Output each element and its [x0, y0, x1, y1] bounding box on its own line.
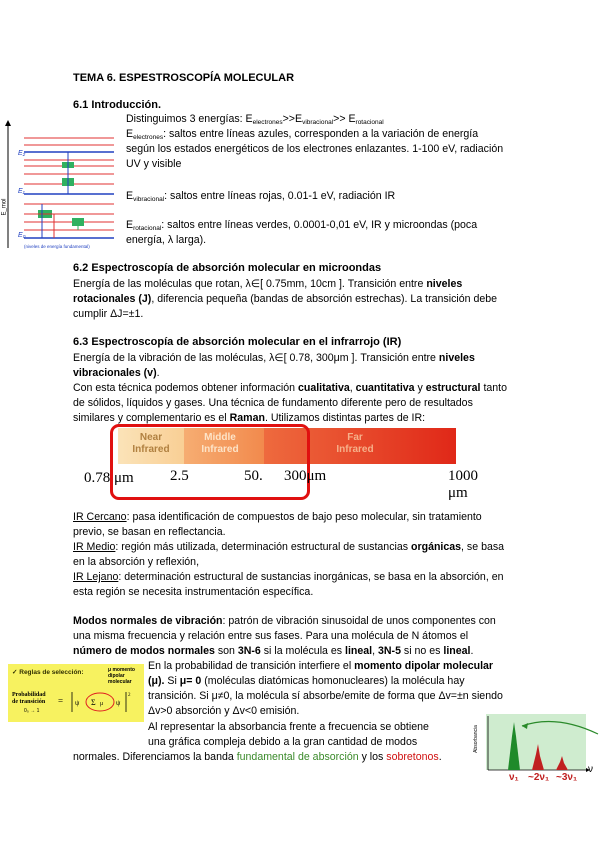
e-electrones-line2: según los estados energéticos de los electrones enlazantes. 1-100 eV, radiación	[126, 143, 504, 155]
ir-tick-1000: 1000 μm	[448, 468, 478, 501]
modos-t5a: Si	[164, 675, 180, 687]
level-e0-label: E₀	[18, 232, 26, 239]
s3-l3-b2: cuantitativa	[355, 382, 415, 394]
e-vibracional-line	[126, 189, 395, 208]
ir-medio-line1	[73, 540, 504, 555]
ir-spectrum-figure	[84, 424, 500, 504]
s3-line2	[73, 366, 160, 381]
s2-line1	[73, 277, 462, 292]
ir-far-label-1: Far	[347, 432, 363, 443]
ir-medio-label: IR Medio	[73, 541, 116, 553]
modos-t4a: En la probabilidad de transición interfiere el	[148, 660, 355, 672]
s3-l3-b1: cualitativa	[297, 382, 350, 394]
modos-line1	[73, 614, 496, 629]
intro-sub-rotacional: rotacional	[355, 119, 384, 126]
spectrum-x-v1: ν₁	[509, 772, 519, 783]
modos-b5: 3N-5	[378, 645, 401, 657]
modos-b1: Modos normales de vibración	[73, 615, 223, 627]
s3-l3-d: y	[414, 382, 426, 394]
intro-text: Distinguimos 3 energías: E	[126, 113, 253, 125]
intro-sep2: >> E	[333, 113, 356, 125]
modos-b9: μ= 0	[179, 675, 202, 687]
e-rotacional-text1: : saltos entre líneas verdes, 0.0001-0,01 eV, IR y microondas (poca	[161, 219, 478, 231]
modos-line2: una misma frecuencia y relación entre sus fases. Para una molécula de N átomos el	[73, 630, 469, 642]
s3-line4: de sólidos, líquidos y gases. Una técnica de fundamento diferente pero de resultados	[73, 397, 473, 409]
modos-b3: 3N-6	[237, 645, 261, 657]
ir-far-label-2: Infrared	[336, 444, 374, 455]
e-electrones-text1: : saltos entre líneas azules, corresponden a la variación de energía	[163, 128, 479, 140]
modos-t3b: si la molécula es	[260, 645, 346, 657]
modos-b4: lineal	[345, 645, 373, 657]
ir-near-label-1: Near	[139, 432, 163, 443]
s3-l1-bold: niveles	[438, 352, 475, 364]
rules-prob-sub: 0₀ → 1	[24, 708, 40, 714]
modos-t5b: (moléculas diatómicas homonucleares) la molécula hay	[201, 675, 465, 687]
modos-t3c: ,	[372, 645, 378, 657]
modos-t3d: si no es	[400, 645, 444, 657]
modos-line6: transición. Si μ≠0, la molécula sí absorbe/emite de forma que Δv=±n siendo	[148, 690, 503, 702]
ir-cercano-line2: previo, se basan en reflectancia.	[73, 526, 226, 538]
e-rotacional-sub: rotacional	[133, 225, 162, 232]
ir-tick-078: 0.78 μm	[84, 470, 134, 486]
svg-text:μ: μ	[100, 701, 104, 707]
s3-l3-b3: estructural	[425, 382, 481, 394]
modos-line3	[73, 644, 473, 659]
ir-medio-bold: orgánicas	[411, 541, 462, 553]
s3-l5-bold: Raman	[229, 412, 265, 424]
e-vibracional-text: : saltos entre líneas rojas, 0.01-1 eV, radiación IR	[164, 190, 396, 202]
svg-text:ψ: ψ	[116, 699, 121, 707]
e-symbol-vib: E	[126, 190, 134, 202]
level-e2-label: E₂	[18, 150, 26, 157]
modos-line8: Al representar la absorbancia frente a frecuencia se obtiene	[148, 721, 429, 733]
intro-sub-electrones: electrones	[252, 119, 283, 126]
modos-t10a: normales. Diferenciamos la banda	[73, 751, 237, 763]
intro-sep1: >>E	[282, 113, 303, 125]
section-heading-6-1: 6.1 Introducción.	[73, 99, 162, 111]
modos-t3e: .	[470, 645, 474, 657]
rules-prob-label: Probabilidad de transición	[12, 692, 46, 705]
energy-axis-label: E_mol	[1, 198, 8, 216]
s3-line1	[73, 351, 475, 366]
modos-line5	[148, 674, 465, 689]
diagram-caption: (niveles de energía fundamental)	[24, 244, 90, 249]
modos-t10c: .	[438, 751, 442, 763]
s3-l1-text: Energía de la vibración de las moléculas, λ∈[ 0.78, 300μm ]. Transición entre	[73, 352, 439, 364]
ir-middle-label-1: Middle	[204, 432, 236, 443]
selection-rules-box	[8, 664, 144, 722]
level-e1-label: E₁	[18, 188, 25, 195]
absorbance-spectrum-figure	[472, 714, 600, 790]
svg-text:=: =	[58, 696, 64, 706]
ir-lejano-line2: esta región se necesita instrumentación específica.	[73, 586, 314, 598]
ir-far-label	[320, 432, 390, 456]
ir-tick-300: 300μm	[284, 468, 327, 484]
page-title: TEMA 6. ESPESTROSCOPÍA MOLECULAR	[73, 72, 295, 84]
svg-text:ψ: ψ	[75, 699, 80, 707]
rules-side-note: μ momento dipolar molecular	[108, 667, 135, 685]
modos-line7: Δv>0 absorción y Δv<0 emisión.	[148, 705, 300, 717]
modos-b7: momento dipolar molecular	[354, 660, 494, 672]
ir-lejano-text1: : determinación estructural de sustancias inorgánicas, se basa en la absorción, en	[118, 571, 504, 583]
fundamental-band-text: fundamental de absorción	[236, 751, 359, 763]
ir-near-label-2: Infrared	[132, 444, 170, 455]
rules-title: ✓ Reglas de selección:	[12, 669, 84, 676]
spectrum-ylabel: Absorbancia	[472, 725, 479, 753]
spectrum-x-3v1: ~3ν₁	[556, 772, 578, 783]
ir-middle-label	[188, 432, 252, 456]
s3-line3	[73, 381, 507, 396]
s3-l3-e: tanto	[480, 382, 508, 394]
e-symbol: E	[126, 128, 134, 140]
modos-b8: (μ).	[148, 675, 165, 687]
e-rotacional-line2: energía, λ larga).	[126, 234, 207, 246]
ir-cercano-line1	[73, 510, 482, 525]
ir-middle-label-2: Infrared	[201, 444, 239, 455]
modos-line9: una gráfica compleja debido a la gran cantidad de modos	[148, 736, 418, 748]
svg-text:2: 2	[128, 693, 131, 698]
modos-line10	[73, 750, 442, 765]
s3-l5-a: similares y complementario es el	[73, 412, 230, 424]
section-heading-6-2: 6.2 Espectroscopía de absorción molecular en microondas	[73, 262, 382, 274]
ir-medio-line2: en la absorción y reflexión,	[73, 556, 200, 568]
modos-b6: lineal	[443, 645, 471, 657]
rules-formula-svg	[58, 686, 138, 716]
modos-t3a: son	[214, 645, 238, 657]
s2-l2-text: , diferencia pequeña (bandas de absorción estrechas). La transición debe	[151, 293, 498, 305]
ir-medio-text1-end: , se basa	[461, 541, 505, 553]
e-symbol-rot: E	[126, 219, 134, 231]
modos-t10b: y los	[358, 751, 387, 763]
s2-l1-bold: niveles	[426, 278, 463, 290]
e-electrones-line3: UV y visible	[126, 158, 182, 170]
s2-l2-bold: rotacionales (J)	[73, 293, 152, 305]
s2-l1-text: Energía de las moléculas que rotan, λ∈[ 0.75mm, 10cm ]. Transición entre	[73, 278, 427, 290]
svg-text:Σ: Σ	[91, 698, 96, 707]
ir-cercano-label: IR Cercano	[73, 511, 127, 523]
ir-tick-25: 2.5	[170, 468, 189, 484]
ir-medio-text1: : región más utilizada, determinación estructural de sustancias	[115, 541, 411, 553]
spectrum-x-2v1: ~2ν₁	[528, 772, 550, 783]
modos-line4	[148, 659, 493, 674]
modos-b2: número de modos normales	[73, 645, 215, 657]
section-heading-6-3: 6.3 Espectroscopía de absorción molecular en el infrarrojo (IR)	[73, 336, 402, 348]
ir-tick-50: 50.	[244, 468, 263, 484]
s3-l5-b: . Utilizamos distintas partes de IR:	[264, 412, 426, 424]
s2-line2	[73, 292, 497, 307]
energy-levels-diagram	[2, 118, 120, 254]
ir-lejano-line1	[73, 570, 504, 585]
s3-l2-text: .	[156, 367, 160, 379]
modos-t1: : patrón de vibración sinusoidal de unos componentes con	[222, 615, 496, 627]
s3-l3-a: Con esta técnica podemos obtener información	[73, 382, 298, 394]
s2-line3: cumplir ΔJ=±1.	[73, 308, 144, 320]
intro-sub-vibracional: vibracional	[302, 119, 334, 126]
spectrum-x-axis-label: ν	[588, 764, 593, 775]
e-electrones-sub: electrones	[133, 134, 164, 141]
ir-near-label	[124, 432, 178, 456]
s3-l2-bold: vibracionales (v)	[73, 367, 157, 379]
s3-l3-c: ,	[349, 382, 356, 394]
ir-lejano-label: IR Lejano	[73, 571, 119, 583]
overtones-text: sobretonos	[386, 751, 439, 763]
e-vibracional-sub: vibracional	[133, 196, 165, 203]
ir-cercano-text1: : pasa identificación de compuestos de bajo peso molecular, sin tratamiento	[126, 511, 482, 523]
